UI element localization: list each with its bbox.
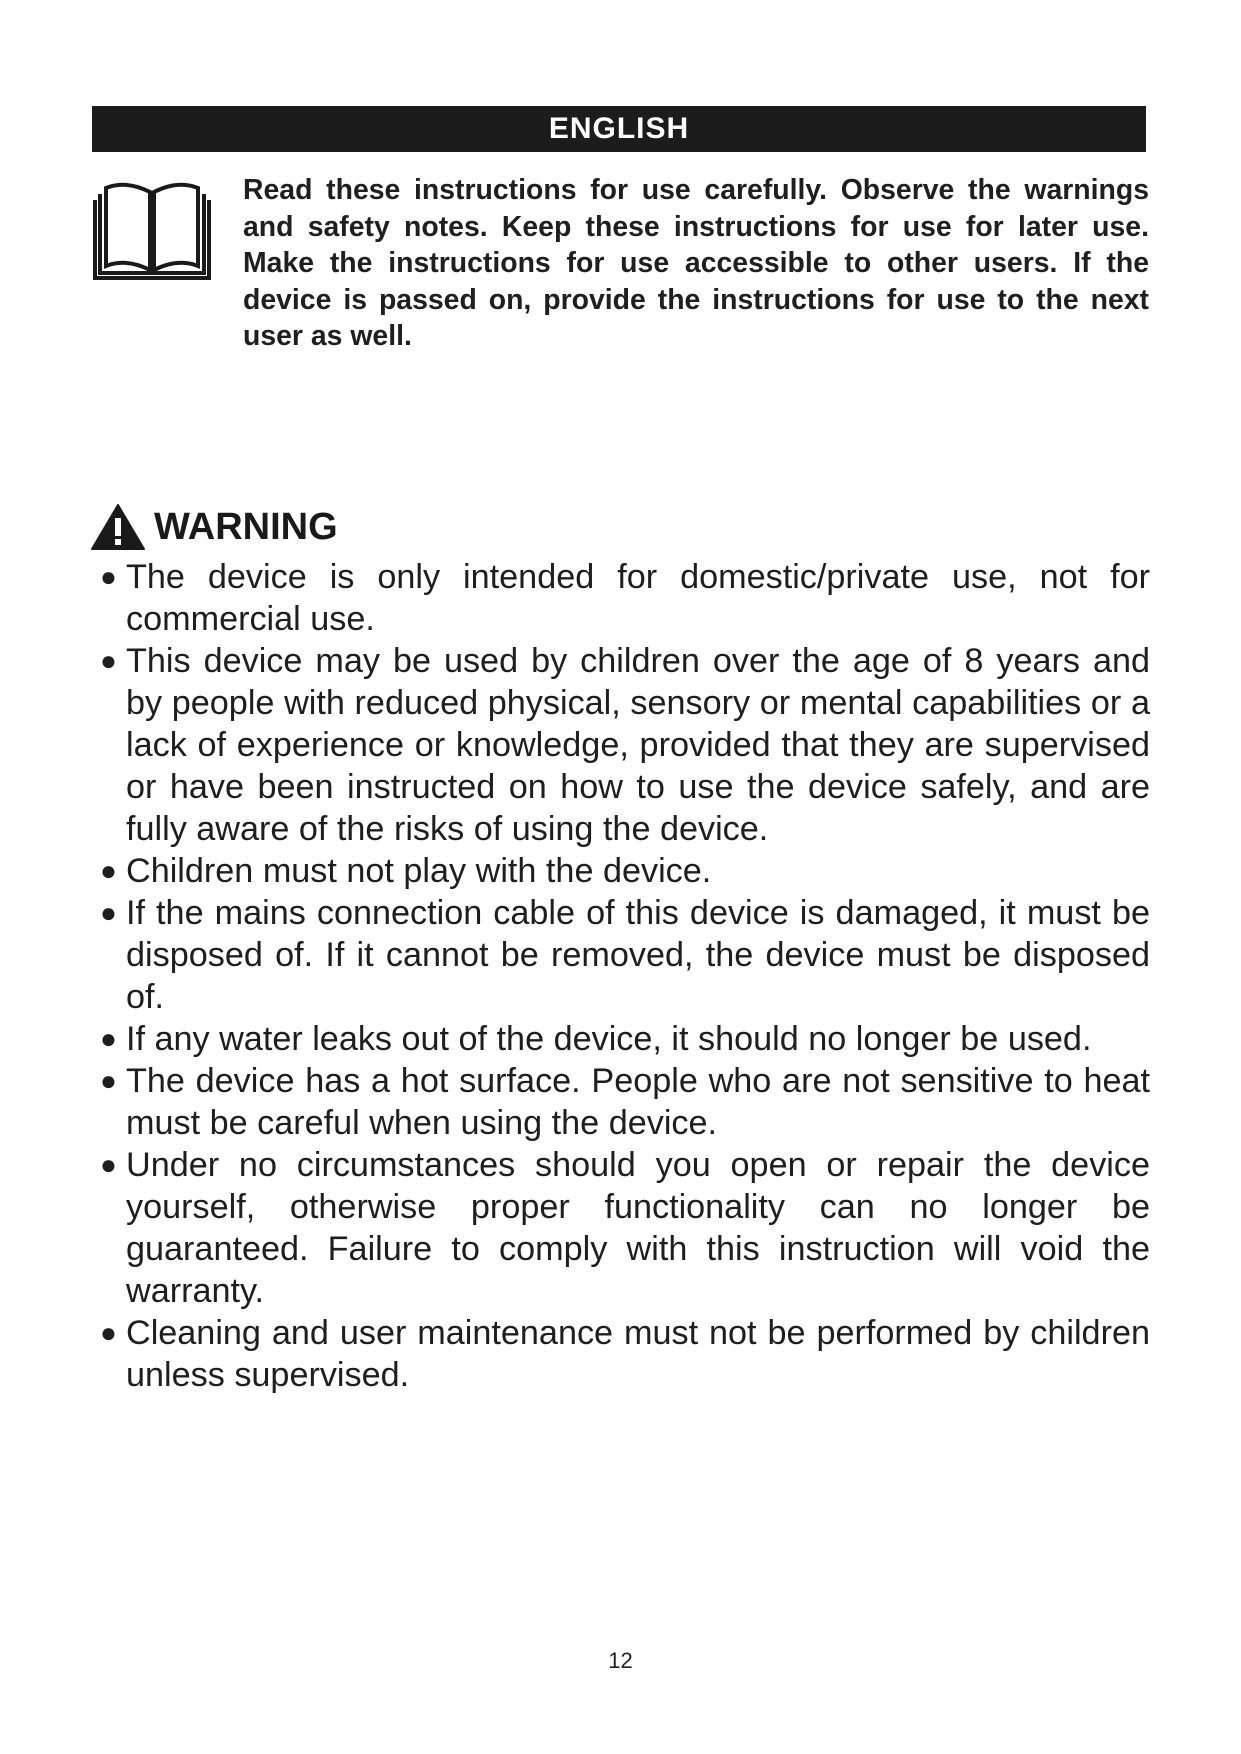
page-number: 12: [608, 1648, 633, 1673]
list-item: [98, 892, 1150, 1018]
bullet-icon: ●: [100, 1317, 117, 1348]
warning-heading: [90, 502, 338, 552]
warning-title: WARNING: [154, 505, 338, 548]
list-item: [98, 1144, 1150, 1312]
list-item-text: This device may be used by children over the age of 8 years and by people with reduced physical, sensory or mental capabilities or a lack of experience or knowledge, provided that they are supervised or have been instructed on how to use the device safely, and are fully aware of the risks of using the device.: [126, 642, 1150, 848]
bullet-icon: ●: [100, 645, 117, 676]
list-item-text: If the mains connection cable of this device is damaged, it must be disposed of. If it cannot be removed, the device must be disposed of.: [126, 894, 1150, 1016]
bullet-icon: ●: [100, 897, 117, 928]
list-item: [98, 640, 1150, 850]
list-item-text: Cleaning and user maintenance must not be performed by children unless supervised.: [126, 1314, 1150, 1394]
list-item-text: The device is only intended for domestic/private use, not for commercial use.: [126, 558, 1150, 638]
intro-paragraph: Read these instructions for use carefully. Observe the warnings and safety notes. Keep these instructions for use for later use. Make the instructions for use accessible to other users. If the device is passed on, provide the instructions for use to the next user as well.: [243, 174, 1149, 352]
list-item: [98, 556, 1150, 640]
open-book-icon: [92, 178, 212, 282]
warning-triangle-icon: [90, 503, 146, 551]
list-item: [98, 850, 1150, 892]
bullet-icon: ●: [100, 1149, 117, 1180]
bullet-icon: ●: [100, 1023, 117, 1054]
list-item: [98, 1312, 1150, 1396]
list-item-text: Under no circumstances should you open or repair the device yourself, otherwise proper functionality can no longer be guaranteed. Failure to comply with this instruction will void the warranty.: [126, 1146, 1150, 1310]
list-item-text: The device has a hot surface. People who are not sensitive to heat must be careful when using the device.: [126, 1062, 1150, 1142]
list-item: [98, 1018, 1150, 1060]
bullet-icon: ●: [100, 561, 117, 592]
list-item-text: Children must not play with the device.: [126, 852, 712, 890]
list-item-text: If any water leaks out of the device, it should no longer be used.: [126, 1020, 1092, 1058]
language-header: ENGLISH: [92, 106, 1146, 152]
warning-list: [98, 556, 1150, 1396]
list-item: [98, 1060, 1150, 1144]
bullet-icon: ●: [100, 855, 117, 886]
bullet-icon: ●: [100, 1065, 117, 1096]
